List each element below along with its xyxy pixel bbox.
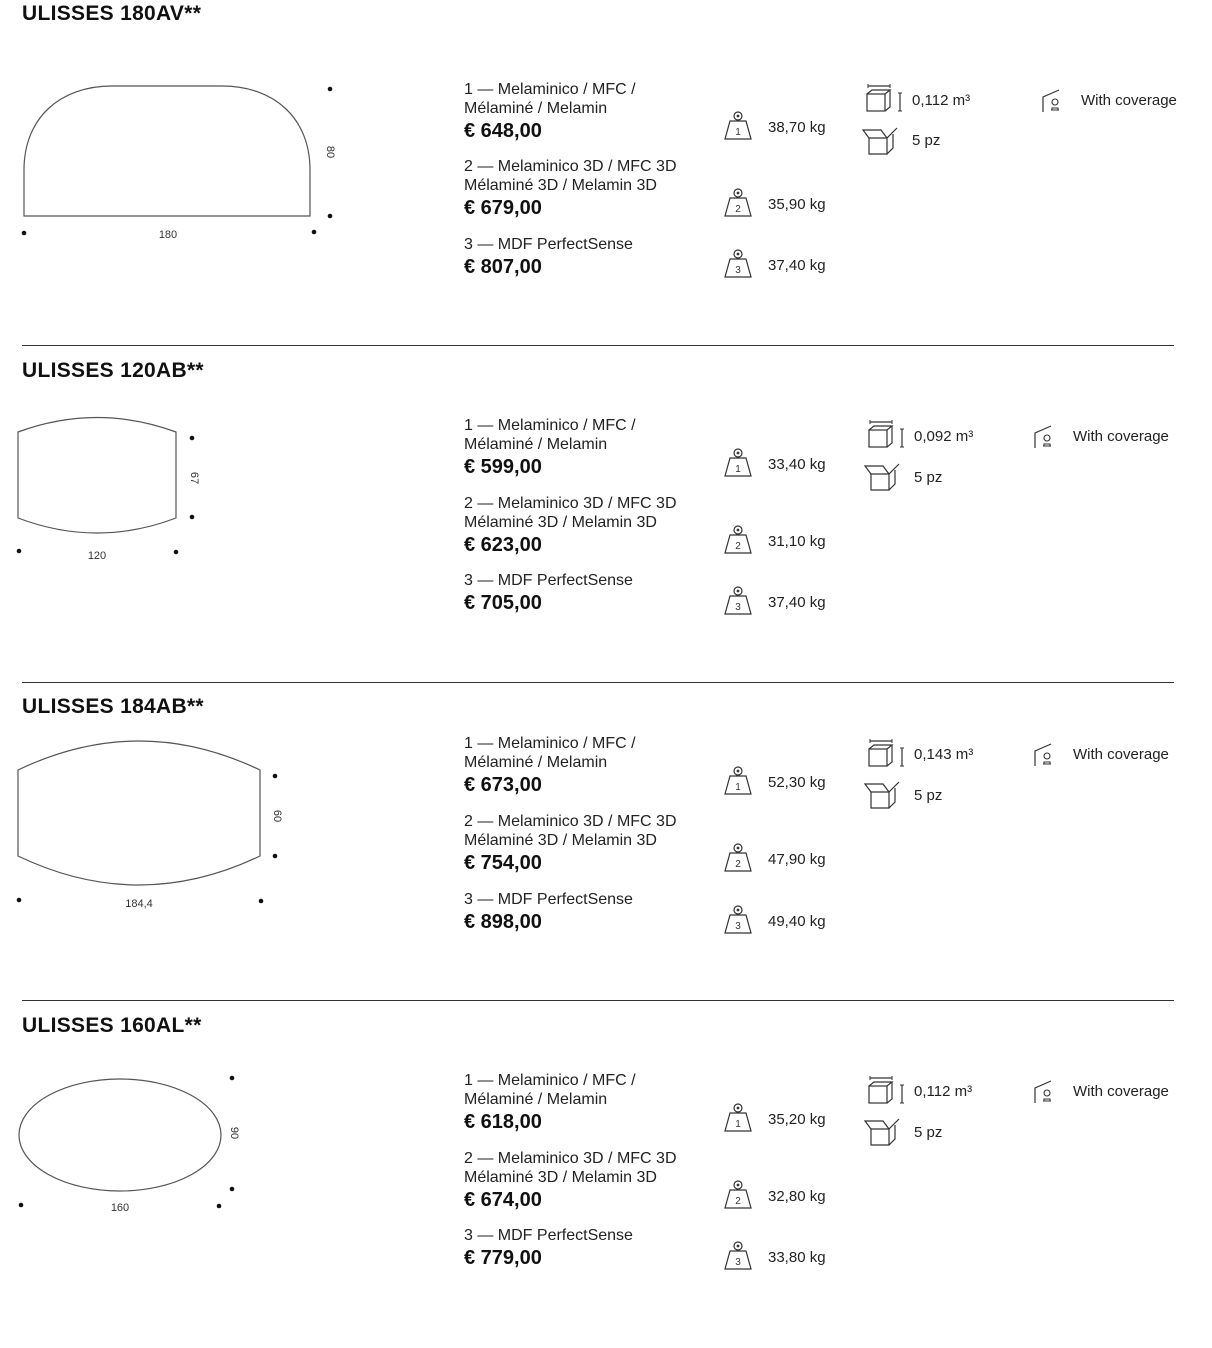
volume-value: 0,112 m³ <box>912 92 971 109</box>
section-divider <box>22 345 1174 346</box>
material-price: € 807,00 <box>464 256 542 278</box>
material-name-line2: Mélaminé 3D / Melamin 3D <box>464 514 657 531</box>
weight-2 <box>722 1179 862 1211</box>
product-ulisses-184ab <box>0 693 1212 1029</box>
dimension-width: 180 <box>158 229 178 241</box>
dimension-depth: 90 <box>228 1126 240 1140</box>
section-divider <box>22 1000 1174 1001</box>
svg-text:2: 2 <box>735 859 741 870</box>
volume-box-icon <box>864 84 908 114</box>
package-box-icon <box>861 126 901 156</box>
volume-box-icon <box>866 420 910 450</box>
weight-1 <box>722 765 862 797</box>
weight-2 <box>722 187 862 219</box>
svg-text:1: 1 <box>735 1119 741 1130</box>
coverage-icon <box>1033 1079 1055 1105</box>
material-price: € 754,00 <box>464 852 542 874</box>
coverage-label: With coverage <box>1073 1083 1169 1100</box>
material-name-line1: 3 — MDF PerfectSense <box>464 1227 633 1244</box>
material-3 <box>464 1226 724 1270</box>
material-name-line1: 3 — MDF PerfectSense <box>464 236 633 253</box>
material-name-line2: Mélaminé / Melamin <box>464 1091 608 1108</box>
product-ulisses-180av <box>0 0 1212 336</box>
material-price: € 648,00 <box>464 120 542 142</box>
weight-value: 37,40 kg <box>768 594 826 611</box>
weight-icon <box>722 110 754 142</box>
weight-value: 35,20 kg <box>768 1111 826 1128</box>
material-name-line1: 2 — Melaminico 3D / MFC 3D <box>464 495 677 512</box>
dimension-width: 120 <box>87 550 107 562</box>
volume-box-icon <box>866 1076 910 1106</box>
svg-text:2: 2 <box>735 204 741 215</box>
svg-text:2: 2 <box>735 1196 741 1207</box>
coverage-icon <box>1041 88 1063 114</box>
material-name-line1: 3 — MDF PerfectSense <box>464 572 633 589</box>
material-2 <box>464 1149 724 1212</box>
table-top-drawing <box>0 740 300 920</box>
material-3 <box>464 235 724 279</box>
material-name-line1: 1 — Melaminico / MFC / <box>464 417 636 434</box>
weight-icon <box>722 585 754 617</box>
material-name-line2: Mélaminé / Melamin <box>464 436 608 453</box>
table-top-drawing <box>0 70 380 250</box>
volume-value: 0,112 m³ <box>914 1083 973 1100</box>
weight-value: 31,10 kg <box>768 533 826 550</box>
material-price: € 618,00 <box>464 1111 542 1133</box>
product-title: ULISSES 120AB** <box>22 359 204 382</box>
product-title: ULISSES 180AV** <box>22 2 202 25</box>
pieces-value: 5 pz <box>914 1124 943 1141</box>
weight-value: 33,80 kg <box>768 1249 826 1266</box>
weight-3 <box>722 585 862 617</box>
product-ulisses-120ab <box>0 357 1212 693</box>
weight-3 <box>722 904 862 936</box>
volume-value: 0,092 m³ <box>914 428 974 445</box>
material-1 <box>464 1071 724 1134</box>
material-3 <box>464 571 724 615</box>
svg-text:3: 3 <box>735 1257 741 1268</box>
coverage-icon <box>1033 742 1055 768</box>
material-price: € 623,00 <box>464 534 542 556</box>
product-ulisses-160al <box>0 1012 1212 1348</box>
weight-value: 52,30 kg <box>768 774 826 791</box>
material-1 <box>464 80 724 143</box>
package-box-icon <box>863 780 903 810</box>
coverage-label: With coverage <box>1073 428 1169 445</box>
weight-value: 32,80 kg <box>768 1188 826 1205</box>
material-price: € 679,00 <box>464 197 542 219</box>
weight-value: 47,90 kg <box>768 851 826 868</box>
package-box-icon <box>863 1117 903 1147</box>
svg-text:1: 1 <box>735 782 741 793</box>
material-name-line1: 1 — Melaminico / MFC / <box>464 81 636 98</box>
weight-2 <box>722 842 862 874</box>
weight-value: 49,40 kg <box>768 913 826 930</box>
volume-value: 0,143 m³ <box>914 746 974 763</box>
material-1 <box>464 416 724 479</box>
weight-icon <box>722 1102 754 1134</box>
weight-icon <box>722 1240 754 1272</box>
material-1 <box>464 734 724 797</box>
section-divider <box>22 682 1174 683</box>
material-2 <box>464 494 724 557</box>
dimension-depth: 60 <box>271 809 283 823</box>
svg-text:3: 3 <box>735 602 741 613</box>
weight-icon <box>722 447 754 479</box>
material-price: € 673,00 <box>464 774 542 796</box>
weight-icon <box>722 1179 754 1211</box>
svg-text:3: 3 <box>735 265 741 276</box>
material-name-line2: Mélaminé 3D / Melamin 3D <box>464 832 657 849</box>
weight-1 <box>722 1102 862 1134</box>
weight-value: 33,40 kg <box>768 456 826 473</box>
material-price: € 599,00 <box>464 456 542 478</box>
material-name-line1: 3 — MDF PerfectSense <box>464 891 633 908</box>
svg-text:3: 3 <box>735 921 741 932</box>
material-name-line1: 2 — Melaminico 3D / MFC 3D <box>464 1150 677 1167</box>
svg-text:1: 1 <box>735 464 741 475</box>
weight-2 <box>722 524 862 556</box>
weight-icon <box>722 765 754 797</box>
weight-1 <box>722 110 862 142</box>
table-top-drawing <box>0 413 260 573</box>
material-name-line1: 2 — Melaminico 3D / MFC 3D <box>464 813 677 830</box>
svg-text:1: 1 <box>735 127 741 138</box>
svg-text:2: 2 <box>735 541 741 552</box>
material-name-line1: 1 — Melaminico / MFC / <box>464 735 636 752</box>
product-title: ULISSES 160AL** <box>22 1014 202 1037</box>
material-3 <box>464 890 724 934</box>
weight-3 <box>722 1240 862 1272</box>
weight-icon <box>722 904 754 936</box>
material-price: € 705,00 <box>464 592 542 614</box>
weight-value: 38,70 kg <box>768 119 826 136</box>
material-name-line1: 2 — Melaminico 3D / MFC 3D <box>464 158 677 175</box>
weight-value: 37,40 kg <box>768 257 826 274</box>
material-2 <box>464 157 724 220</box>
dimension-depth: 80 <box>324 145 336 159</box>
material-price: € 674,00 <box>464 1189 542 1211</box>
dimension-depth: 67 <box>188 471 200 485</box>
dimension-width: 160 <box>110 1202 130 1214</box>
weight-value: 35,90 kg <box>768 196 826 213</box>
pieces-value: 5 pz <box>914 469 943 486</box>
material-price: € 898,00 <box>464 911 542 933</box>
dimension-width: 184,4 <box>125 898 153 910</box>
pieces-value: 5 pz <box>912 132 941 149</box>
coverage-label: With coverage <box>1073 746 1169 763</box>
coverage-icon <box>1033 424 1055 450</box>
package-box-icon <box>863 462 903 492</box>
material-name-line2: Mélaminé 3D / Melamin 3D <box>464 177 657 194</box>
weight-icon <box>722 248 754 280</box>
weight-icon <box>722 842 754 874</box>
material-price: € 779,00 <box>464 1247 542 1269</box>
coverage-label: With coverage <box>1081 92 1177 109</box>
material-name-line1: 1 — Melaminico / MFC / <box>464 1072 636 1089</box>
material-name-line2: Mélaminé 3D / Melamin 3D <box>464 1169 657 1186</box>
weight-icon <box>722 187 754 219</box>
weight-icon <box>722 524 754 556</box>
material-2 <box>464 812 724 875</box>
material-name-line2: Mélaminé / Melamin <box>464 100 608 117</box>
weight-1 <box>722 447 862 479</box>
pieces-value: 5 pz <box>914 787 943 804</box>
table-top-drawing <box>0 1065 260 1225</box>
material-name-line2: Mélaminé / Melamin <box>464 754 608 771</box>
volume-box-icon <box>866 739 910 769</box>
weight-3 <box>722 248 862 280</box>
product-title: ULISSES 184AB** <box>22 695 204 718</box>
